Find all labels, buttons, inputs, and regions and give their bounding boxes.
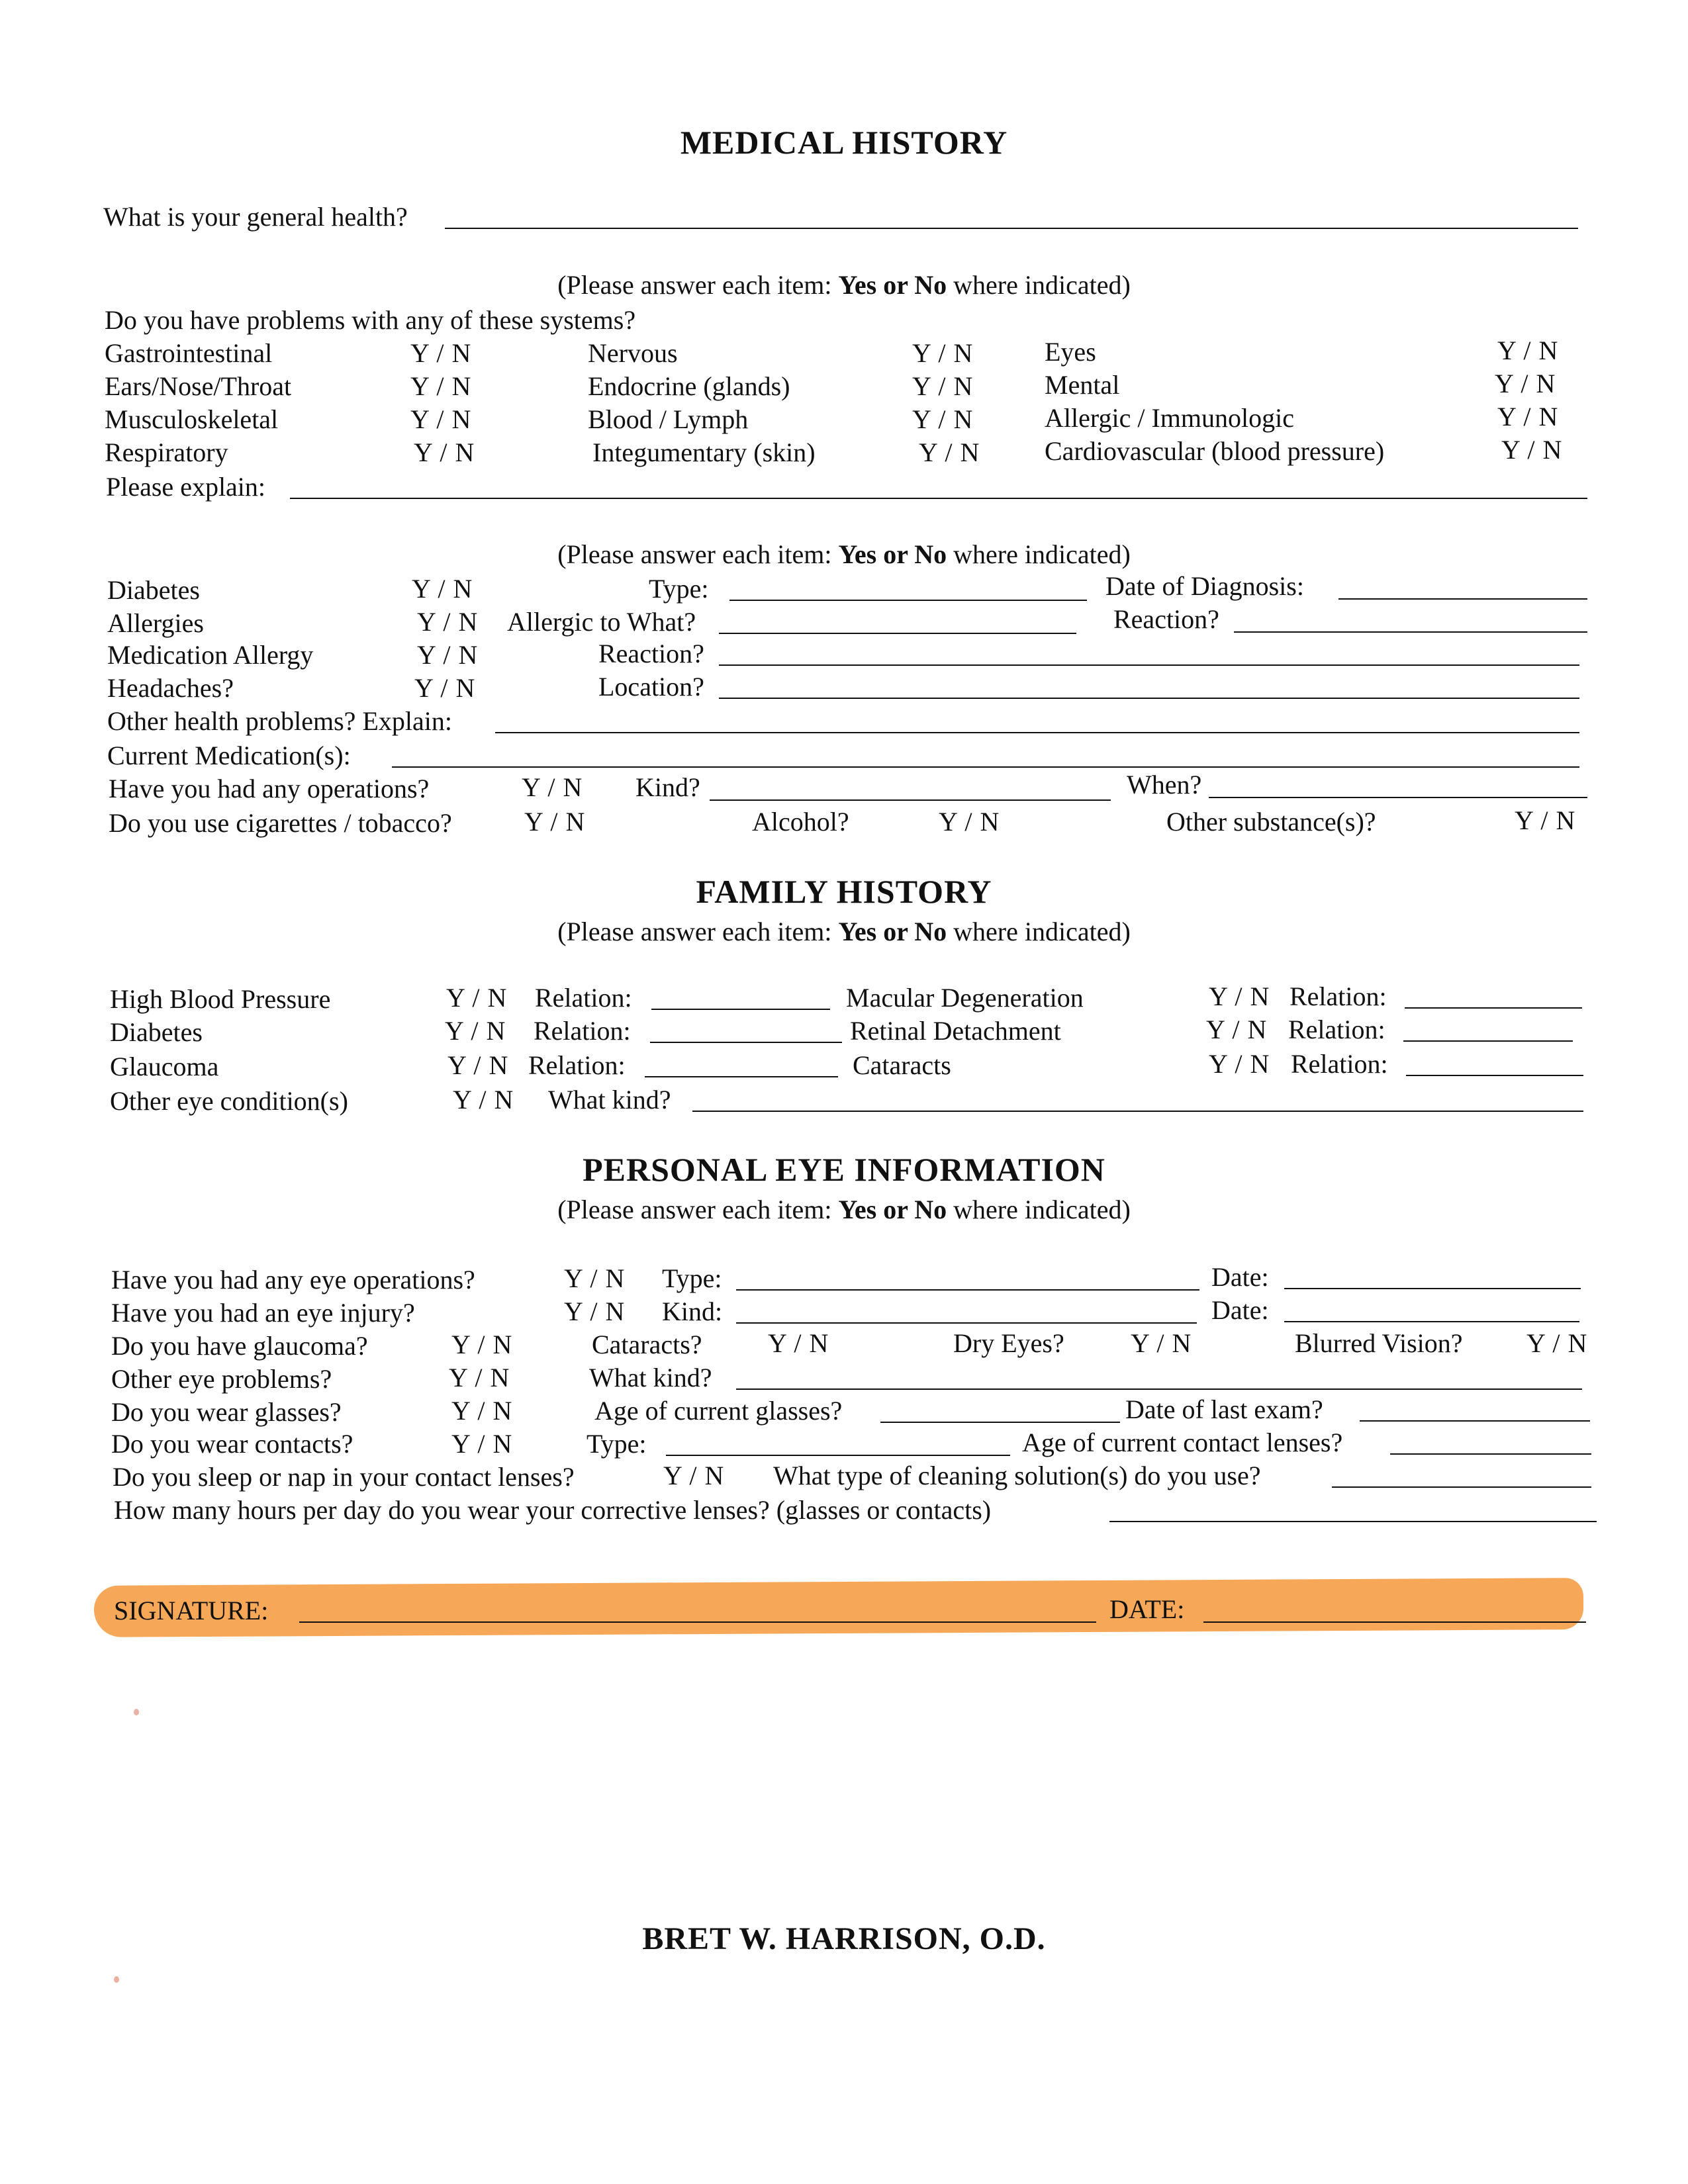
system-label: Cardiovascular (blood pressure) xyxy=(1045,436,1385,466)
eye-injury-date-label: Date: xyxy=(1211,1295,1269,1325)
yn-option[interactable]: Y / N xyxy=(912,404,974,434)
last-exam-field[interactable] xyxy=(1360,1420,1590,1422)
please-explain-label: Please explain: xyxy=(106,472,266,502)
system-label: Respiratory xyxy=(105,437,228,467)
diabetes-label: Diabetes xyxy=(107,575,200,605)
medication-allergy-yn[interactable]: Y / N xyxy=(417,640,479,670)
operations-when-field[interactable] xyxy=(1209,797,1587,798)
blurred-label: Blurred Vision? xyxy=(1295,1328,1463,1358)
age-glasses-field[interactable] xyxy=(880,1422,1120,1423)
yn-option[interactable]: Y / N xyxy=(410,371,472,401)
other-problems-label: Other health problems? Explain: xyxy=(107,706,452,736)
blurred-yn[interactable]: Y / N xyxy=(1526,1328,1588,1358)
relation-field[interactable] xyxy=(1405,1007,1582,1009)
eye-injury-kind-field[interactable] xyxy=(736,1322,1197,1324)
system-label: Allergic / Immunologic xyxy=(1045,403,1294,433)
yn-option[interactable]: Y / N xyxy=(410,404,472,434)
age-contacts-field[interactable] xyxy=(1390,1453,1591,1455)
systems-question: Do you have problems with any of these systems? xyxy=(105,305,636,335)
relation-label: Relation: xyxy=(528,1050,626,1080)
yn-option[interactable]: Y / N xyxy=(1497,402,1559,432)
dry-eyes-label: Dry Eyes? xyxy=(953,1328,1064,1358)
diabetes-type-field[interactable] xyxy=(729,600,1087,601)
alcohol-yn[interactable]: Y / N xyxy=(939,807,1000,837)
relation-label: Relation: xyxy=(535,983,632,1013)
other-eye-problems-label: Other eye problems? xyxy=(111,1364,332,1394)
operations-kind-field[interactable] xyxy=(710,799,1111,801)
cleaning-label: What type of cleaning solution(s) do you use? xyxy=(773,1461,1261,1490)
operations-when-label: When? xyxy=(1127,770,1202,799)
eye-injury-kind-label: Kind: xyxy=(662,1297,723,1326)
age-contacts-label: Age of current contact lenses? xyxy=(1022,1428,1343,1457)
doctor-name: BRET W. HARRISON, O.D. xyxy=(642,1921,1046,1956)
other-problems-field[interactable] xyxy=(495,732,1579,733)
eye-op-type-field[interactable] xyxy=(736,1289,1199,1291)
headache-location-field[interactable] xyxy=(719,698,1579,699)
system-label: Gastrointestinal xyxy=(105,338,273,368)
relation-field[interactable] xyxy=(645,1076,838,1077)
allergic-to-field[interactable] xyxy=(719,633,1076,634)
system-label: Integumentary (skin) xyxy=(592,437,816,467)
other-eye-yn[interactable]: Y / N xyxy=(453,1085,514,1115)
cataracts-label: Cataracts xyxy=(853,1050,951,1080)
system-label: Nervous xyxy=(588,338,678,368)
ink-speck xyxy=(114,1976,119,1983)
system-label: Eyes xyxy=(1045,337,1096,367)
contacts-type-field[interactable] xyxy=(666,1455,1010,1456)
allergy-reaction-label: Reaction? xyxy=(1113,604,1219,634)
eye-what-kind-label: What kind? xyxy=(589,1363,712,1392)
system-label: Musculoskeletal xyxy=(105,404,279,434)
medication-reaction-field[interactable] xyxy=(719,664,1579,666)
date-of-diagnosis-label: Date of Diagnosis: xyxy=(1105,571,1304,601)
yn-option[interactable]: Y / N xyxy=(912,338,974,368)
operations-kind-label: Kind? xyxy=(635,772,700,802)
relation-field[interactable] xyxy=(1403,1040,1573,1042)
headaches-label: Headaches? xyxy=(107,673,234,703)
signature-label: SIGNATURE: xyxy=(114,1596,269,1625)
current-medication-label: Current Medication(s): xyxy=(107,741,351,770)
glaucoma-q-yn[interactable]: Y / N xyxy=(451,1330,513,1359)
family-history-title: FAMILY HISTORY xyxy=(696,873,992,910)
other-eye-label: Other eye condition(s) xyxy=(110,1086,348,1116)
yn-option[interactable]: Y / N xyxy=(1501,435,1563,465)
hours-field[interactable] xyxy=(1109,1521,1597,1522)
instruction-1: (Please answer each item: Yes or No where indicated) xyxy=(557,270,1131,300)
tobacco-yn[interactable]: Y / N xyxy=(524,807,586,837)
sleep-nap-label: Do you sleep or nap in your contact lenses? xyxy=(113,1462,575,1492)
yn-option[interactable]: Y / N xyxy=(414,437,475,467)
signature-date-label: DATE: xyxy=(1109,1594,1185,1624)
relation-label: Relation: xyxy=(1291,1049,1388,1079)
retinal-label: Retinal Detachment xyxy=(850,1016,1061,1046)
family-diabetes-label: Diabetes xyxy=(110,1017,203,1047)
glaucoma-yn[interactable]: Y / N xyxy=(447,1050,509,1080)
contacts-type-label: Type: xyxy=(586,1429,647,1459)
glasses-yn[interactable]: Y / N xyxy=(451,1396,513,1426)
contacts-label: Do you wear contacts? xyxy=(111,1429,353,1459)
yn-option[interactable]: Y / N xyxy=(1495,369,1556,398)
last-exam-label: Date of last exam? xyxy=(1125,1394,1323,1424)
relation-label: Relation: xyxy=(1289,981,1387,1011)
eye-operations-yn[interactable]: Y / N xyxy=(564,1263,626,1293)
eye-op-type-label: Type: xyxy=(662,1263,722,1293)
family-diabetes-yn[interactable]: Y / N xyxy=(445,1016,506,1046)
ink-speck xyxy=(134,1709,139,1715)
tobacco-label: Do you use cigarettes / tobacco? xyxy=(109,808,452,838)
system-label: Ears/Nose/Throat xyxy=(105,371,292,401)
medication-allergy-label: Medication Allergy xyxy=(107,640,314,670)
instruction-2: (Please answer each item: Yes or No where indicated) xyxy=(557,539,1131,569)
eye-what-kind-field[interactable] xyxy=(736,1388,1582,1390)
glaucoma-label: Glaucoma xyxy=(110,1052,219,1081)
cataracts-yn[interactable]: Y / N xyxy=(1209,1049,1270,1079)
signature-highlight xyxy=(94,1578,1583,1637)
medication-reaction-label: Reaction? xyxy=(598,639,704,668)
eye-op-date-label: Date: xyxy=(1211,1262,1269,1292)
eye-op-date-field[interactable] xyxy=(1284,1288,1581,1289)
what-kind-field[interactable] xyxy=(692,1111,1583,1112)
yn-option[interactable]: Y / N xyxy=(919,437,980,467)
relation-field[interactable] xyxy=(651,1009,830,1010)
allergies-yn[interactable]: Y / N xyxy=(417,607,479,637)
retinal-yn[interactable]: Y / N xyxy=(1206,1015,1268,1044)
instruction-3: (Please answer each item: Yes or No where indicated) xyxy=(557,917,1131,946)
allergy-reaction-field[interactable] xyxy=(1234,631,1587,633)
instruction-4: (Please answer each item: Yes or No where indicated) xyxy=(557,1195,1131,1224)
dry-eyes-yn[interactable]: Y / N xyxy=(1131,1328,1192,1358)
relation-field[interactable] xyxy=(650,1042,842,1043)
headache-location-label: Location? xyxy=(598,672,704,702)
relation-label: Relation: xyxy=(1288,1015,1385,1044)
allergies-label: Allergies xyxy=(107,608,204,638)
medical-history-title: MEDICAL HISTORY xyxy=(680,124,1008,161)
signature-field[interactable] xyxy=(299,1621,1096,1623)
personal-eye-title: PERSONAL EYE INFORMATION xyxy=(583,1151,1105,1188)
macular-yn[interactable]: Y / N xyxy=(1209,981,1270,1011)
system-label: Mental xyxy=(1045,370,1120,400)
other-substance-label: Other substance(s)? xyxy=(1166,807,1376,837)
relation-label: Relation: xyxy=(534,1016,631,1046)
allergic-to-label: Allergic to What? xyxy=(507,607,696,637)
glaucoma-q-label: Do you have glaucoma? xyxy=(111,1331,368,1361)
high-blood-pressure-yn[interactable]: Y / N xyxy=(446,983,508,1013)
glasses-label: Do you wear glasses? xyxy=(111,1397,342,1427)
alcohol-label: Alcohol? xyxy=(752,807,849,837)
cataracts-q-label: Cataracts? xyxy=(592,1330,702,1359)
signature-date-field[interactable] xyxy=(1203,1621,1586,1623)
please-explain-field[interactable] xyxy=(290,498,1587,499)
operations-yn[interactable]: Y / N xyxy=(522,772,583,802)
general-health-field[interactable] xyxy=(445,228,1578,229)
eye-operations-label: Have you had any eye operations? xyxy=(111,1265,475,1295)
yn-option[interactable]: Y / N xyxy=(912,371,974,401)
other-eye-problems-yn[interactable]: Y / N xyxy=(449,1363,510,1392)
system-label: Blood / Lymph xyxy=(588,404,749,434)
eye-injury-label: Have you had an eye injury? xyxy=(111,1298,415,1328)
sleep-nap-yn[interactable]: Y / N xyxy=(663,1461,725,1490)
general-health-label: What is your general health? xyxy=(103,202,408,232)
system-label: Endocrine (glands) xyxy=(588,371,790,401)
current-medication-field[interactable] xyxy=(392,766,1579,768)
high-blood-pressure-label: High Blood Pressure xyxy=(110,984,331,1014)
relation-field[interactable] xyxy=(1406,1075,1583,1076)
diabetes-type-label: Type: xyxy=(649,574,709,604)
diabetes-yn[interactable]: Y / N xyxy=(412,574,473,604)
yn-option[interactable]: Y / N xyxy=(1497,336,1559,365)
eye-injury-date-field[interactable] xyxy=(1284,1321,1579,1322)
contacts-yn[interactable]: Y / N xyxy=(451,1429,513,1459)
hours-label: How many hours per day do you wear your corrective lenses? (glasses or contacts) xyxy=(114,1495,992,1525)
eye-injury-yn[interactable]: Y / N xyxy=(564,1297,626,1326)
cataracts-q-yn[interactable]: Y / N xyxy=(768,1328,829,1358)
date-of-diagnosis-field[interactable] xyxy=(1338,598,1587,600)
operations-label: Have you had any operations? xyxy=(109,774,430,803)
yn-option[interactable]: Y / N xyxy=(410,338,472,368)
age-glasses-label: Age of current glasses? xyxy=(594,1396,843,1426)
headaches-yn[interactable]: Y / N xyxy=(414,673,476,703)
other-substance-yn[interactable]: Y / N xyxy=(1515,805,1576,835)
cleaning-field[interactable] xyxy=(1332,1486,1591,1488)
macular-label: Macular Degeneration xyxy=(846,983,1084,1013)
what-kind-label: What kind? xyxy=(548,1085,671,1115)
